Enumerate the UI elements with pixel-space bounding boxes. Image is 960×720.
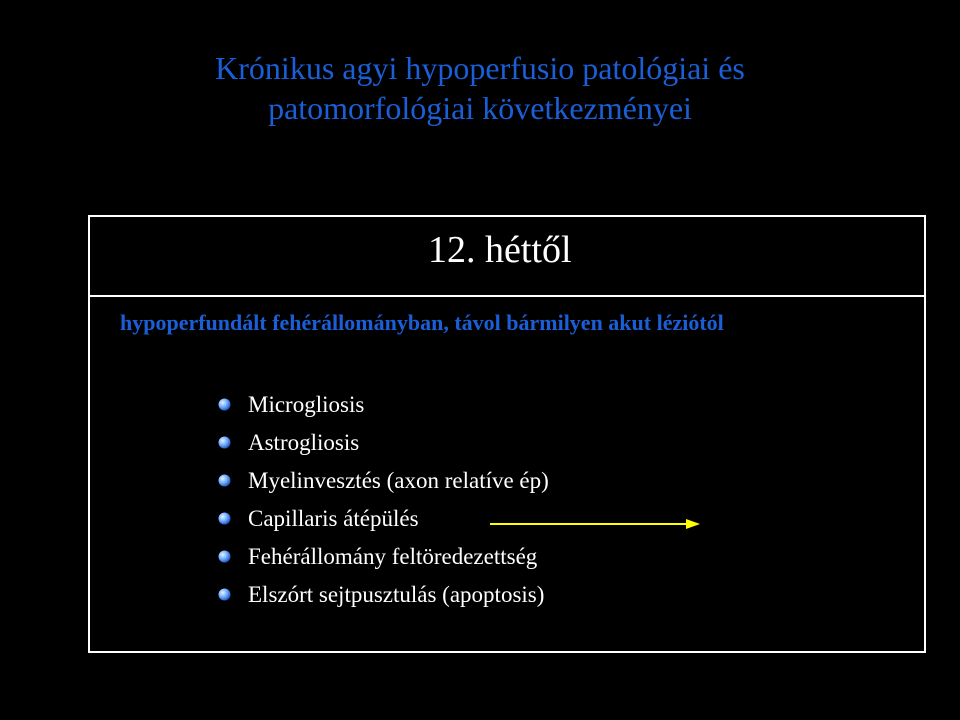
- blue-sphere-bullet-icon: [218, 588, 231, 601]
- slide-title: [0, 48, 960, 128]
- bullet-label: Capillaris átépülés: [248, 506, 419, 531]
- blue-sphere-bullet-icon: [218, 550, 231, 563]
- bullet-label: Astrogliosis: [248, 430, 360, 455]
- bullet-label: Fehérállomány feltöredezettség: [248, 544, 538, 569]
- right-arrow-icon: [490, 517, 700, 531]
- content-frame-header: [90, 217, 924, 297]
- bullet-label: Myelinvesztés (axon relatíve ép): [248, 468, 549, 493]
- blue-sphere-bullet-icon: [218, 436, 231, 449]
- box-header-text: 12. héttől: [428, 229, 572, 271]
- subtitle-text: hypoperfundált fehérállományban, távol bármilyen akut léziótól: [120, 310, 724, 335]
- blue-sphere-bullet-icon: [218, 474, 231, 487]
- bullet-label: Microgliosis: [248, 392, 365, 417]
- bullet-label: Elszórt sejtpusztulás (apoptosis): [248, 582, 545, 607]
- blue-sphere-bullet-icon: [218, 398, 231, 411]
- content-frame: [88, 215, 926, 653]
- blue-sphere-bullet-icon: [218, 512, 231, 525]
- slide-title-line-1: Krónikus agyi hypoperfusio patológiai és: [215, 50, 745, 86]
- slide-title-line-2: patomorfológiai következményei: [268, 90, 692, 126]
